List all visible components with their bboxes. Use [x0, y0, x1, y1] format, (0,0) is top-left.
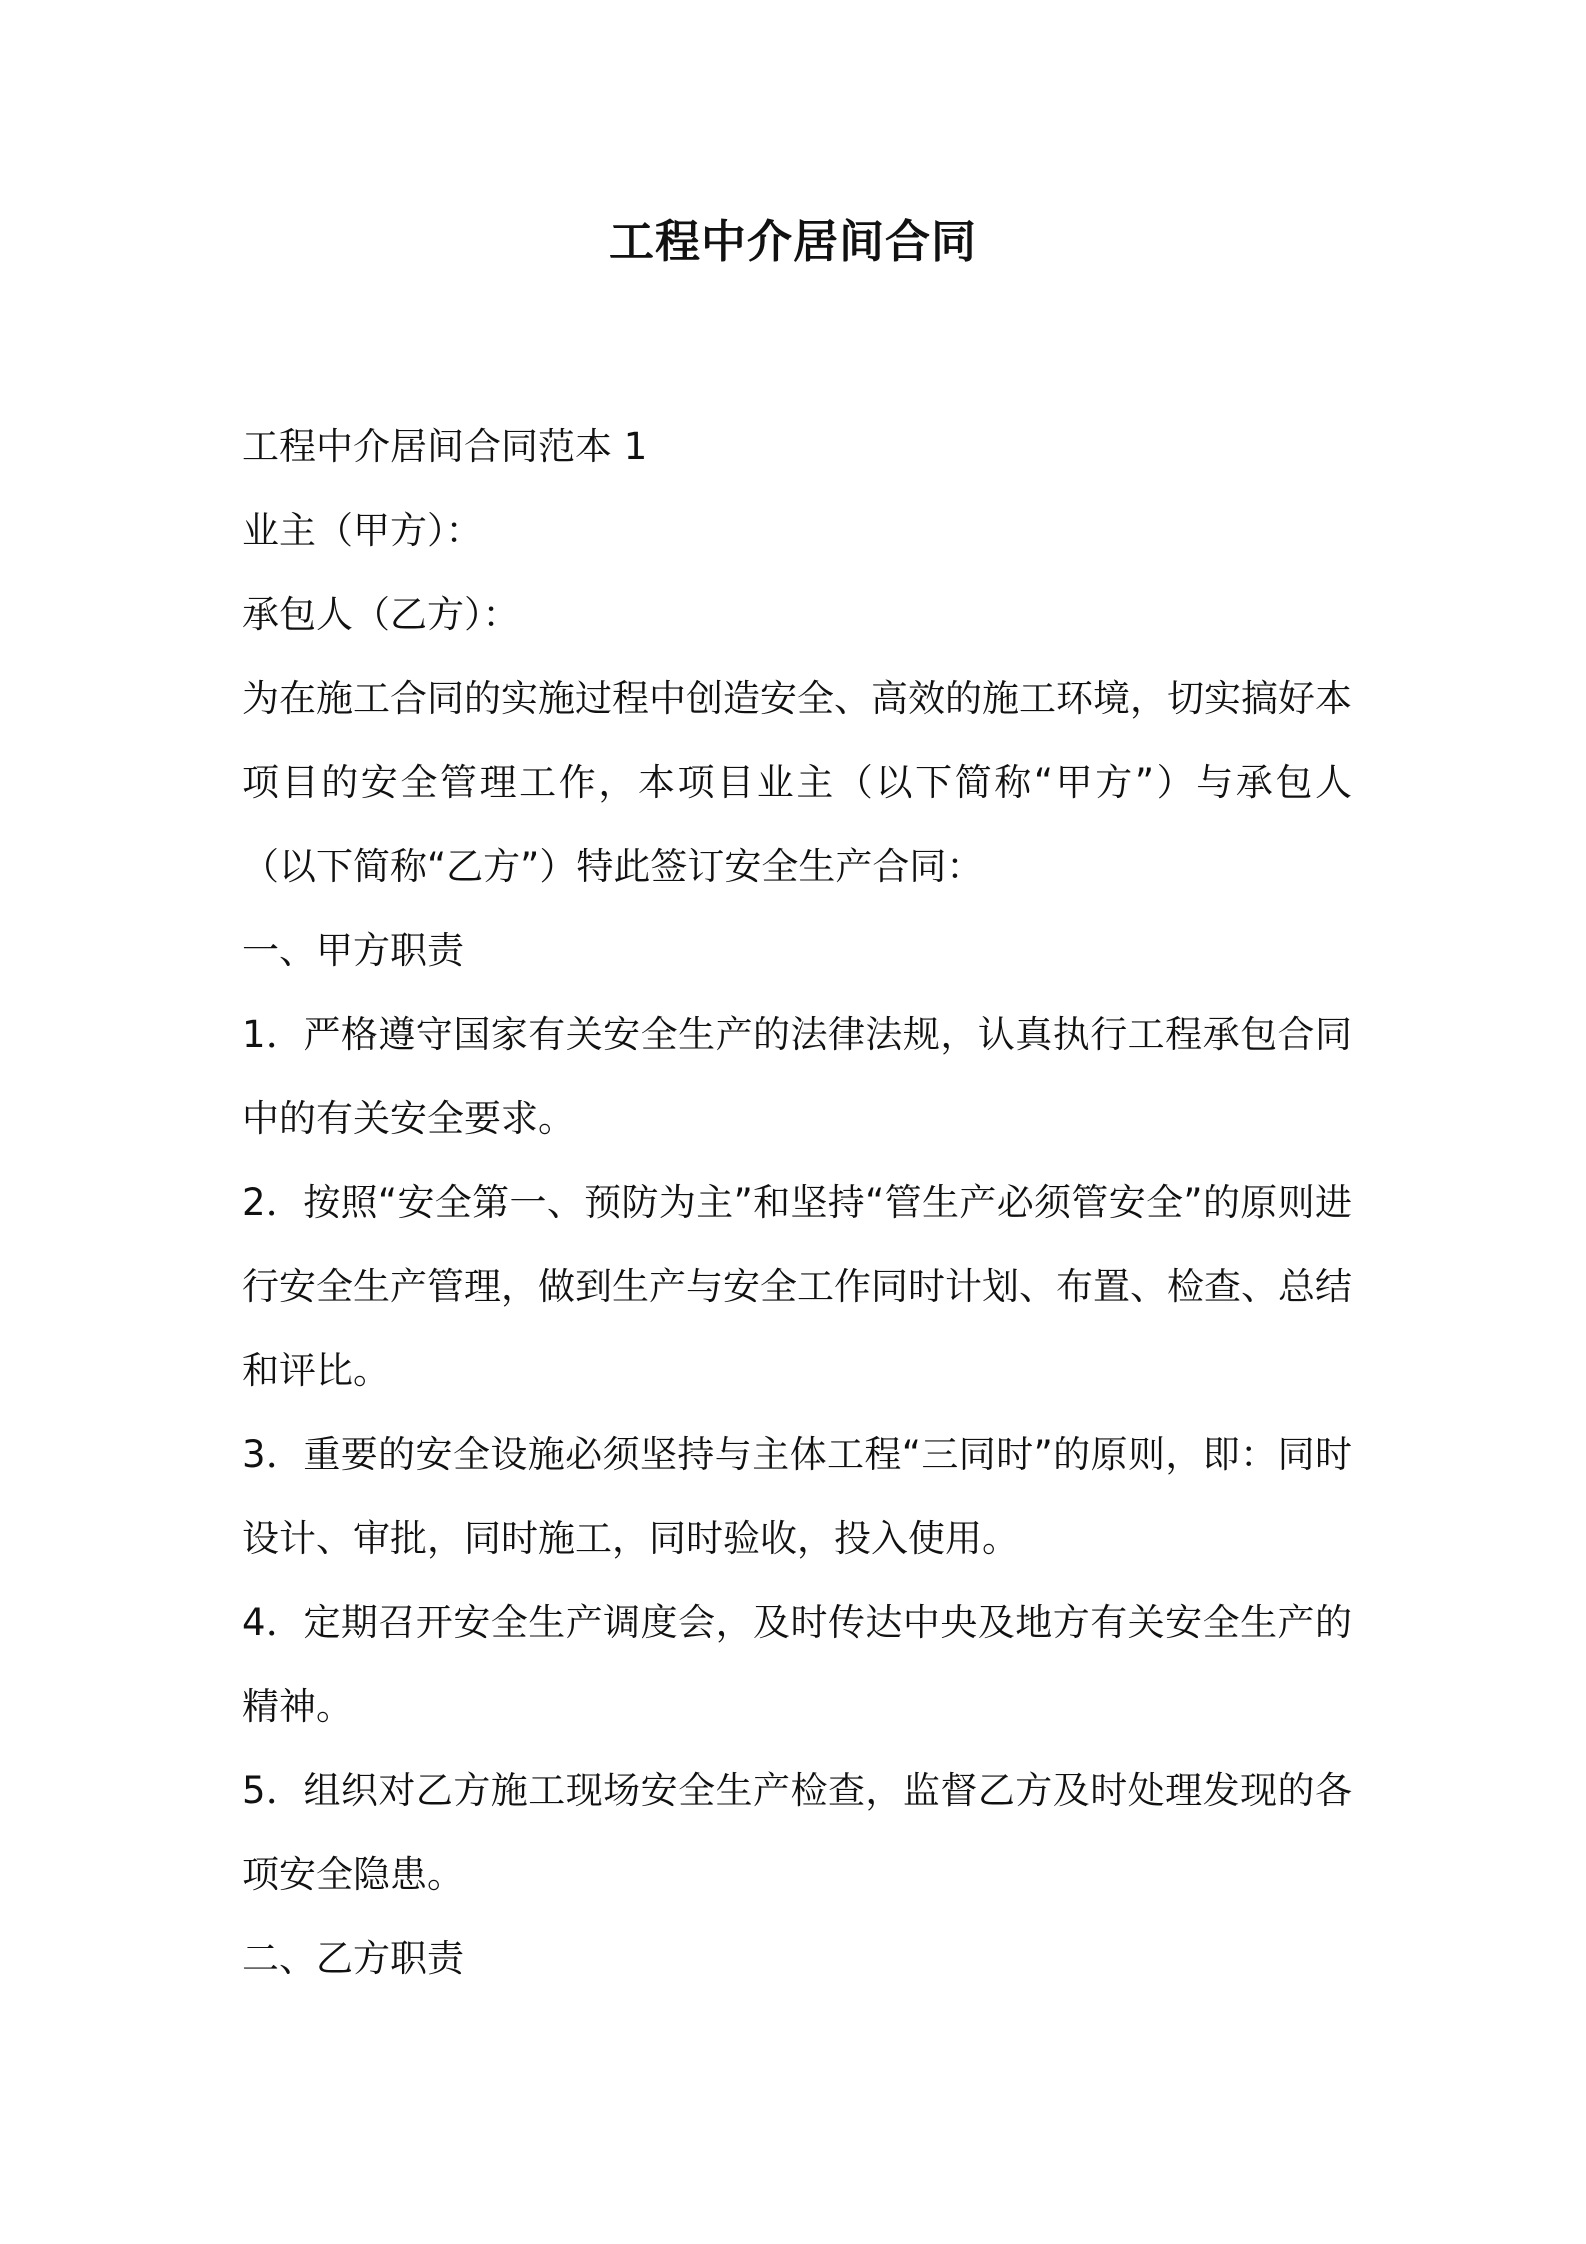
- document-title: 工程中介居间合同: [608, 215, 977, 268]
- document-body: [242, 405, 1352, 2001]
- section-heading-party-a-duties: 一、甲方职责: [242, 929, 464, 972]
- clause-5: 5．组织对乙方施工现场安全生产检查，监督乙方及时处理发现的各项安全隐患。: [242, 1769, 1352, 1896]
- paragraph-template-heading: 工程中介居间合同范本 1: [242, 425, 648, 468]
- clause-2: 2．按照“安全第一、预防为主”和坚持“管生产必须管安全”的原则进行安全生产管理，做到生产与安全工作同时计划、布置、检查、总结和评比。: [242, 1181, 1352, 1392]
- clause-1: 1．严格遵守国家有关安全生产的法律法规，认真执行工程承包合同中的有关安全要求。: [242, 1013, 1352, 1140]
- section-heading-party-b-duties: 二、乙方职责: [242, 1937, 464, 1980]
- paragraph-party-b: 承包人（乙方）：: [242, 593, 520, 636]
- paragraph-preamble: 为在施工合同的实施过程中创造安全、高效的施工环境，切实搞好本项目的安全管理工作，本项目业主（以下简称“甲方”）与承包人（以下简称“乙方”）特此签订安全生产合同：: [242, 677, 1352, 888]
- paragraph-party-a: 业主（甲方）：: [242, 509, 483, 552]
- clause-3: 3．重要的安全设施必须坚持与主体工程“三同时”的原则，即：同时设计、审批，同时施工，同时验收，投入使用。: [242, 1433, 1352, 1560]
- clause-4: 4．定期召开安全生产调度会，及时传达中央及地方有关安全生产的精神。: [242, 1601, 1352, 1728]
